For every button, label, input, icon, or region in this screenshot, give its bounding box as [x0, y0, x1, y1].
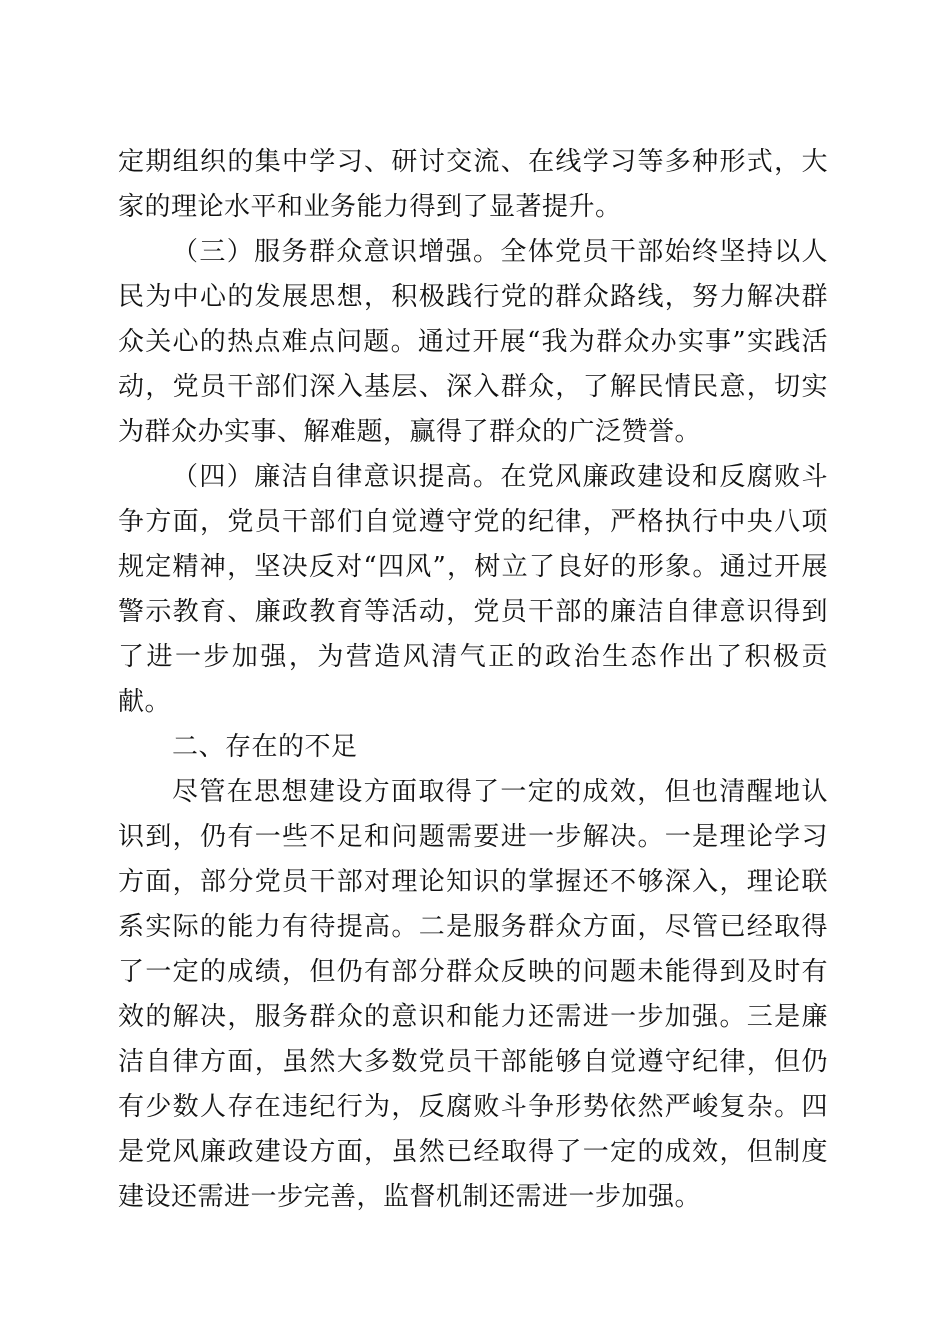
paragraph-service-awareness	[118, 230, 828, 455]
section-heading: 二、存在的不足	[172, 732, 358, 762]
paragraph-text: 定期组织的集中学习、研讨交流、在线学习等多种形式，大家的理论水平和业务能力得到了显著提升。	[118, 147, 828, 222]
paragraph-text: 全体党员干部始终坚持以人民为中心的发展思想，积极践行党的群众路线，努力解决群众关心的热点难点问题。通过开展“我为群众办实事”实践活动，党员干部们深入基层、深入群众，了解民情民意，切实为群众办实事、解难题，赢得了群众的广泛赞誉。	[118, 237, 828, 447]
paragraph-continuation	[118, 140, 828, 230]
paragraph-text: 在党风廉政建设和反腐败斗争方面，党员干部们自觉遵守党的纪律，严格执行中央八项规定精神，坚决反对“四风”，树立了良好的形象。通过开展警示教育、廉政教育等活动，党员干部的廉洁自律意识得到了进一步加强，为营造风清气正的政治生态作出了积极贡献。	[118, 462, 828, 717]
document-body	[118, 140, 828, 1220]
paragraph-shortcomings: 尽管在思想建设方面取得了一定的成效，但也清醒地认识到，仍有一些不足和问题需要进一步解决。一是理论学习方面，部分党员干部对理论知识的掌握还不够深入，理论联系实际的能力有待提高。二是服务群众方面，尽管已经取得了一定的成绩，但仍有部分群众反映的问题未能得到及时有效的解决，服务群众的意识和能力还需进一步加强。三是廉洁自律方面，虽然大多数党员干部能够自觉遵守纪律，但仍有少数人存在违纪行为，反腐败斗争形势依然严峻复杂。四是党风廉政建设方面，虽然已经取得了一定的成效，但制度建设还需进一步完善，监督机制还需进一步加强。	[118, 777, 828, 1212]
paragraph-integrity-awareness	[118, 455, 828, 725]
paragraph-lead-title: （四）廉洁自律意识提高。	[172, 462, 501, 492]
paragraph-lead-title: （三）服务群众意识增强。	[172, 237, 501, 267]
